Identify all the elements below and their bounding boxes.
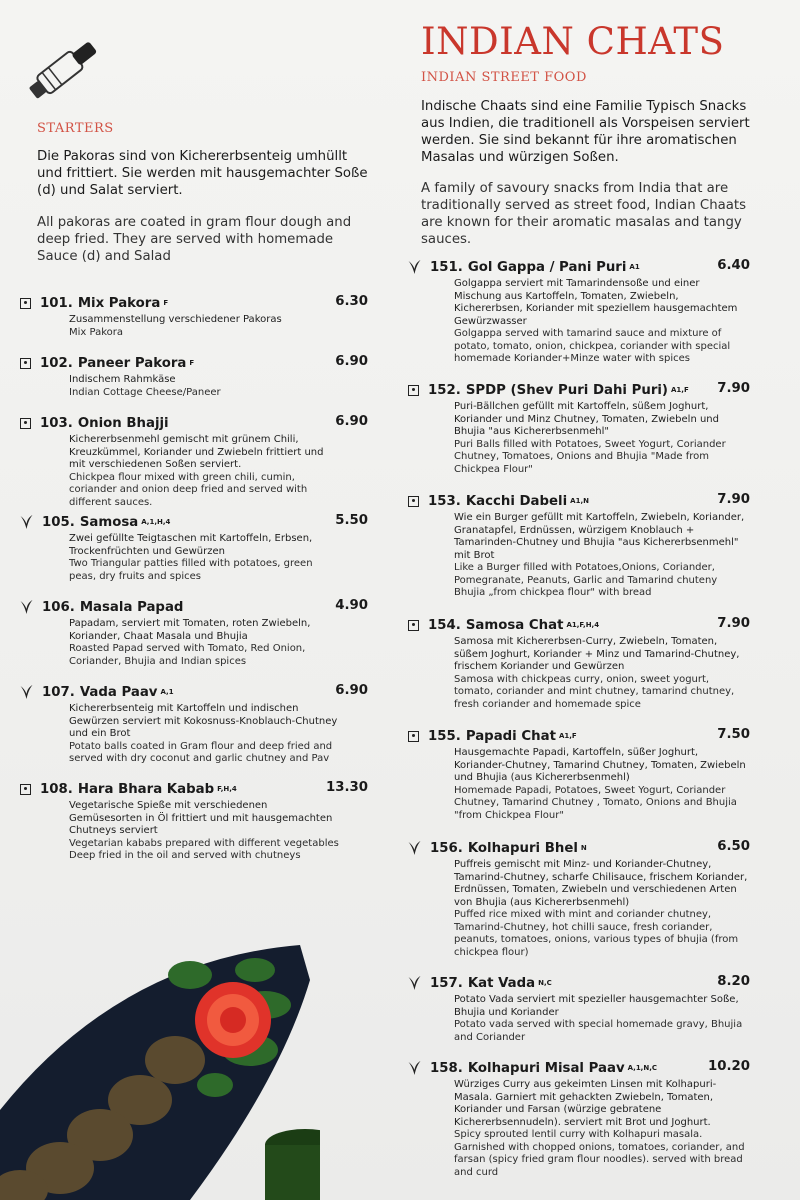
menu-item [408,974,750,1044]
item-allergens: A1,N [570,497,589,505]
item-allergens: A,1 [160,688,174,696]
menu-item [408,839,750,959]
veg-mark-icon [20,298,31,309]
menu-item [20,354,368,399]
item-name: Vada Paav [79,684,158,700]
menu-item-header [408,381,750,399]
menu-item [408,258,750,366]
item-number: 153. [428,493,461,509]
veg-leaf-icon [408,1060,421,1076]
item-price: 7.50 [717,727,750,742]
item-description-en: Mix Pakora [69,326,124,338]
item-name: Gol Gappa / Pani Puri [467,259,627,275]
item-description-en: Samosa with chickpeas curry, onion, sweet yogurt, tomato, coriander and mint chutney, tamarind chutney, fresh coriander and homemade spice [454,673,735,710]
item-description-en: Homemade Papadi, Potatoes, Sweet Yogurt, Coriander Chutney, Tamarind Chutney , Tomato, Onions and Bhujia "from Chickpea Flour" [454,784,737,821]
item-price: 7.90 [717,492,750,507]
item-description-en: Roasted Papad served with Tomato, Red Onion, Coriander, Bhujia and Indian spices [69,643,306,667]
veg-leaf-icon [20,514,33,530]
veg-mark-icon [408,496,419,507]
item-number: 156. [430,840,463,856]
veg-mark-icon [20,418,31,429]
item-price: 10.20 [707,1059,750,1074]
item-price: 6.30 [335,294,368,309]
item-description-en: Indian Cottage Cheese/Paneer [69,386,221,398]
chats-intro-de: Indische Chaats sind eine Familie Typisch Snacks aus Indien, die traditionell als Vorspeisen serviert werden. Sie sind bekannt für ihre aromatischen Masalas und würzigen Soßen. [421,99,750,165]
item-number: 102. [40,355,73,371]
item-description-de: Papadam, serviert mit Tomaten, roten Zwiebeln, Koriander, Chaat Masala und Bhujia [69,618,311,642]
item-description-en: Puri Balls filled with Potatoes, Sweet Yogurt, Coriander Chutney, Tomatoes, Onions and Bhujia "Made from Chickpea Flour" [454,438,726,475]
page-subtitle: INDIAN STREET FOOD [421,70,587,85]
menu-item-header [408,727,750,745]
item-description-de: Puri-Bällchen gefüllt mit Kartoffeln, süßem Joghurt, Koriander und Minz Chutney, Tomaten, Zwiebeln und Bhujia "aus Kichererbsenmehl" [454,401,719,437]
item-description-en: Potato vada served with special homemade gravy, Bhujia and Coriander [454,1019,743,1043]
item-description-de: Kichererbsenteig mit Kartoffeln und indischen Gewürzen serviert mit Kokosnuss-Knoblauch-Chutney und ein Brot [69,703,338,739]
item-description-de: Golgappa serviert mit Tamarindensoße und einer Mischung aus Kartoffeln, Tomaten, Zwiebeln, Kichererbsen, Koriander mit speziellem hausgemachtem Gewürzwasser [454,278,738,327]
item-allergens: A,1,H,4 [141,518,171,526]
item-description-de: Puffreis gemischt mit Minz- und Koriander-Chutney, Tamarind-Chutney, scharfe Chilisauce, frischem Koriander, Erdnüssen, Tomaten, Zwiebeln und verschiedenen Arten von Bhujia (aus Kichererbsenmehl) [454,859,748,908]
menu-item-header [20,414,368,432]
item-name: Samosa Chat [465,617,564,633]
item-price: 7.90 [717,381,750,396]
item-number: 151. [430,259,463,275]
item-price: 6.90 [335,354,368,369]
menu-item-header [20,294,368,312]
item-number: 154. [428,617,461,633]
menu-item [20,294,368,339]
menu-item [408,381,750,476]
menu-item-header [20,354,368,372]
menu-item [408,727,750,822]
veg-leaf-icon [408,840,421,856]
item-price: 13.30 [325,780,368,795]
item-number: 103. [40,415,73,431]
item-price: 7.90 [717,616,750,631]
item-description-de: Zusammenstellung verschiedener Pakoras [69,314,282,325]
item-allergens: A1,F [671,386,689,394]
menu-item [408,616,750,711]
menu-item-header [408,492,750,510]
veg-mark-icon [408,620,419,631]
item-description-de: Potato Vada serviert mit spezieller hausgemachter Soße, Bhujia und Koriander [454,994,739,1018]
item-allergens: F,H,4 [217,785,237,793]
item-name: SPDP (Shev Puri Dahi Puri) [465,382,669,398]
item-price: 6.90 [335,683,368,698]
menu-item [20,598,368,668]
item-description-de: Würziges Curry aus gekeimten Linsen mit Kolhapuri-Masala. Garniert mit gehackten Zwiebeln, Tomaten, Koriander und Farsan (würzige gebratene Kichererbsennudeln). serviert mit Brot und Joghurt. [454,1079,717,1128]
starters-intro-en: All pakoras are coated in gram flour dough and deep fried. They are served with homemade Sauce (d) and Salad [37,215,352,264]
item-description-de: Kichererbsenmehl gemischt mit grünem Chili, Kreuzkümmel, Koriander und Zwiebeln frittiert und mit verschiedenen Soßen serviert. [69,434,324,470]
item-allergens: A1,F [558,732,577,740]
menu-item [408,1059,750,1179]
menu-item [20,513,368,583]
item-description-en: Chickpea flour mixed with green chili, cumin, coriander and onion deep fried and served with different sauces. [69,471,308,508]
item-number: 152. [428,382,461,398]
item-price: 6.40 [717,258,750,273]
chats-intro-en: A family of savoury snacks from India that are traditionally served as street food, Indian Chaats are known for their aromatic masalas and tangy sauces. [421,181,747,247]
veg-leaf-icon [20,599,33,615]
item-allergens: F [163,299,169,307]
item-description-de: Samosa mit Kichererbsen-Curry, Zwiebeln, Tomaten, süßem Joghurt, Koriander + Minz und Tamarind-Chutney, frischem Koriander und Gewürzen [454,636,740,672]
menu-item-header [408,258,750,276]
item-allergens: F [189,359,195,367]
item-name: Papadi Chat [465,728,556,744]
menu-item [20,780,368,863]
starters-intro-de: Die Pakoras sind von Kichererbsenteig umhüllt und frittiert. Sie werden mit hausgemachter Soße (d) und Salat serviert. [37,149,368,198]
item-price: 6.90 [335,414,368,429]
veg-leaf-icon [408,975,421,991]
item-name: Kolhapuri Misal Paav [467,1060,625,1076]
item-name: Kacchi Dabeli [465,493,568,509]
item-number: 106. [42,599,75,615]
menu-item-header [20,598,368,616]
item-name: Hara Bhara Kabab [77,781,215,797]
item-description-en: Two Triangular patties filled with potatoes, green peas, dry fruits and spices [69,558,313,582]
item-description-en: Like a Burger filled with Potatoes,Onions, Coriander, Pomegranate, Peanuts, Garlic and Tamarind chuteny Bhujia „from chickpea flour" with bread [454,562,718,598]
menu-item [408,492,750,600]
item-allergens: N,C [538,979,552,987]
item-number: 105. [42,514,75,530]
menu-item-header [20,513,368,531]
item-number: 107. [42,684,75,700]
item-price: 4.90 [335,598,368,613]
item-number: 101. [40,295,73,311]
veg-mark-icon [20,784,31,795]
item-name: Mix Pakora [77,295,161,311]
item-price: 6.50 [717,839,750,854]
menu-item-header [408,616,750,634]
item-description-de: Hausgemachte Papadi, Kartoffeln, süßer Joghurt, Koriander-Chutney, Tamarind Chutney, Tomaten, Zwiebeln und Bhujia (aus Kichererbsenmehl) [454,747,746,783]
item-description-de: Wie ein Burger gefüllt mit Kartoffeln, Zwiebeln, Koriander, Granatapfel, Erdnüssen, würzigem Knoblauch + Tamarinden-Chutney und Bhujia "aus Kichererbsenmehl" mit Brot [454,512,745,561]
item-number: 155. [428,728,461,744]
item-allergens: N [580,844,587,852]
item-name: Samosa [79,514,139,530]
item-price: 5.50 [335,513,368,528]
page-title: INDIAN CHATS [421,20,725,63]
menu-item-header [20,780,368,798]
pepper-grinder-icon [14,28,114,108]
item-description-de: Vegetarische Spieße mit verschiedenen Gemüsesorten in Öl frittiert und mit hausgemachten Chutneys serviert [69,800,333,836]
menu-item-header [408,839,750,857]
veg-mark-icon [408,385,419,396]
item-description-de: Indischem Rahmkäse [69,374,176,385]
menu-item-header [20,683,368,701]
item-name: Masala Papad [79,599,184,615]
item-price: 8.20 [717,974,750,989]
item-name: Paneer Pakora [77,355,187,371]
kabab-plate-photo [0,940,320,1200]
menu-item-header [408,1059,750,1077]
menu-item-header [408,974,750,992]
starters-heading: STARTERS [37,121,114,136]
item-allergens: A1,F,H,4 [566,621,600,629]
item-name: Kat Vada [467,975,536,991]
menu-item [20,414,368,509]
item-name: Onion Bhajji [77,415,169,431]
item-number: 108. [40,781,73,797]
item-description-en: Spicy sprouted lentil curry with Kolhapuri masala. Garnished with chopped onions, tomatoes, coriander, and farsan (spicy fried gram flour noodles). served with bread and curd [454,1129,745,1178]
item-allergens: A,1,N,C [627,1064,658,1072]
veg-leaf-icon [408,259,421,275]
item-number: 158. [430,1060,463,1076]
item-description-en: Golgappa served with tamarind sauce and mixture of potato, tomato, onion, chickpea, coriander with special homemade Koriander+Minze water with spices [454,328,731,364]
veg-mark-icon [408,731,419,742]
menu-item [20,683,368,766]
item-number: 157. [430,975,463,991]
item-description-en: Puffed rice mixed with mint and coriander chutney, Tamarind-Chutney, hot chilli sauce, fresh coriander, peanuts, tomatoes, onions, various types of bhujia (from chickpea flour) [454,909,739,958]
item-description-en: Potato balls coated in Gram flour and deep fried and served with dry coconut and garlic chutney and Pav [69,740,333,764]
item-allergens: A1 [629,263,640,271]
veg-leaf-icon [20,684,33,700]
item-name: Kolhapuri Bhel [467,840,578,856]
item-description-de: Zwei gefüllte Teigtaschen mit Kartoffeln, Erbsen, Trockenfrüchten und Gewürzen [69,533,313,557]
veg-mark-icon [20,358,31,369]
item-description-en: Vegetarian kababs prepared with different vegetables Deep fried in the oil and served with chutneys [69,837,339,861]
